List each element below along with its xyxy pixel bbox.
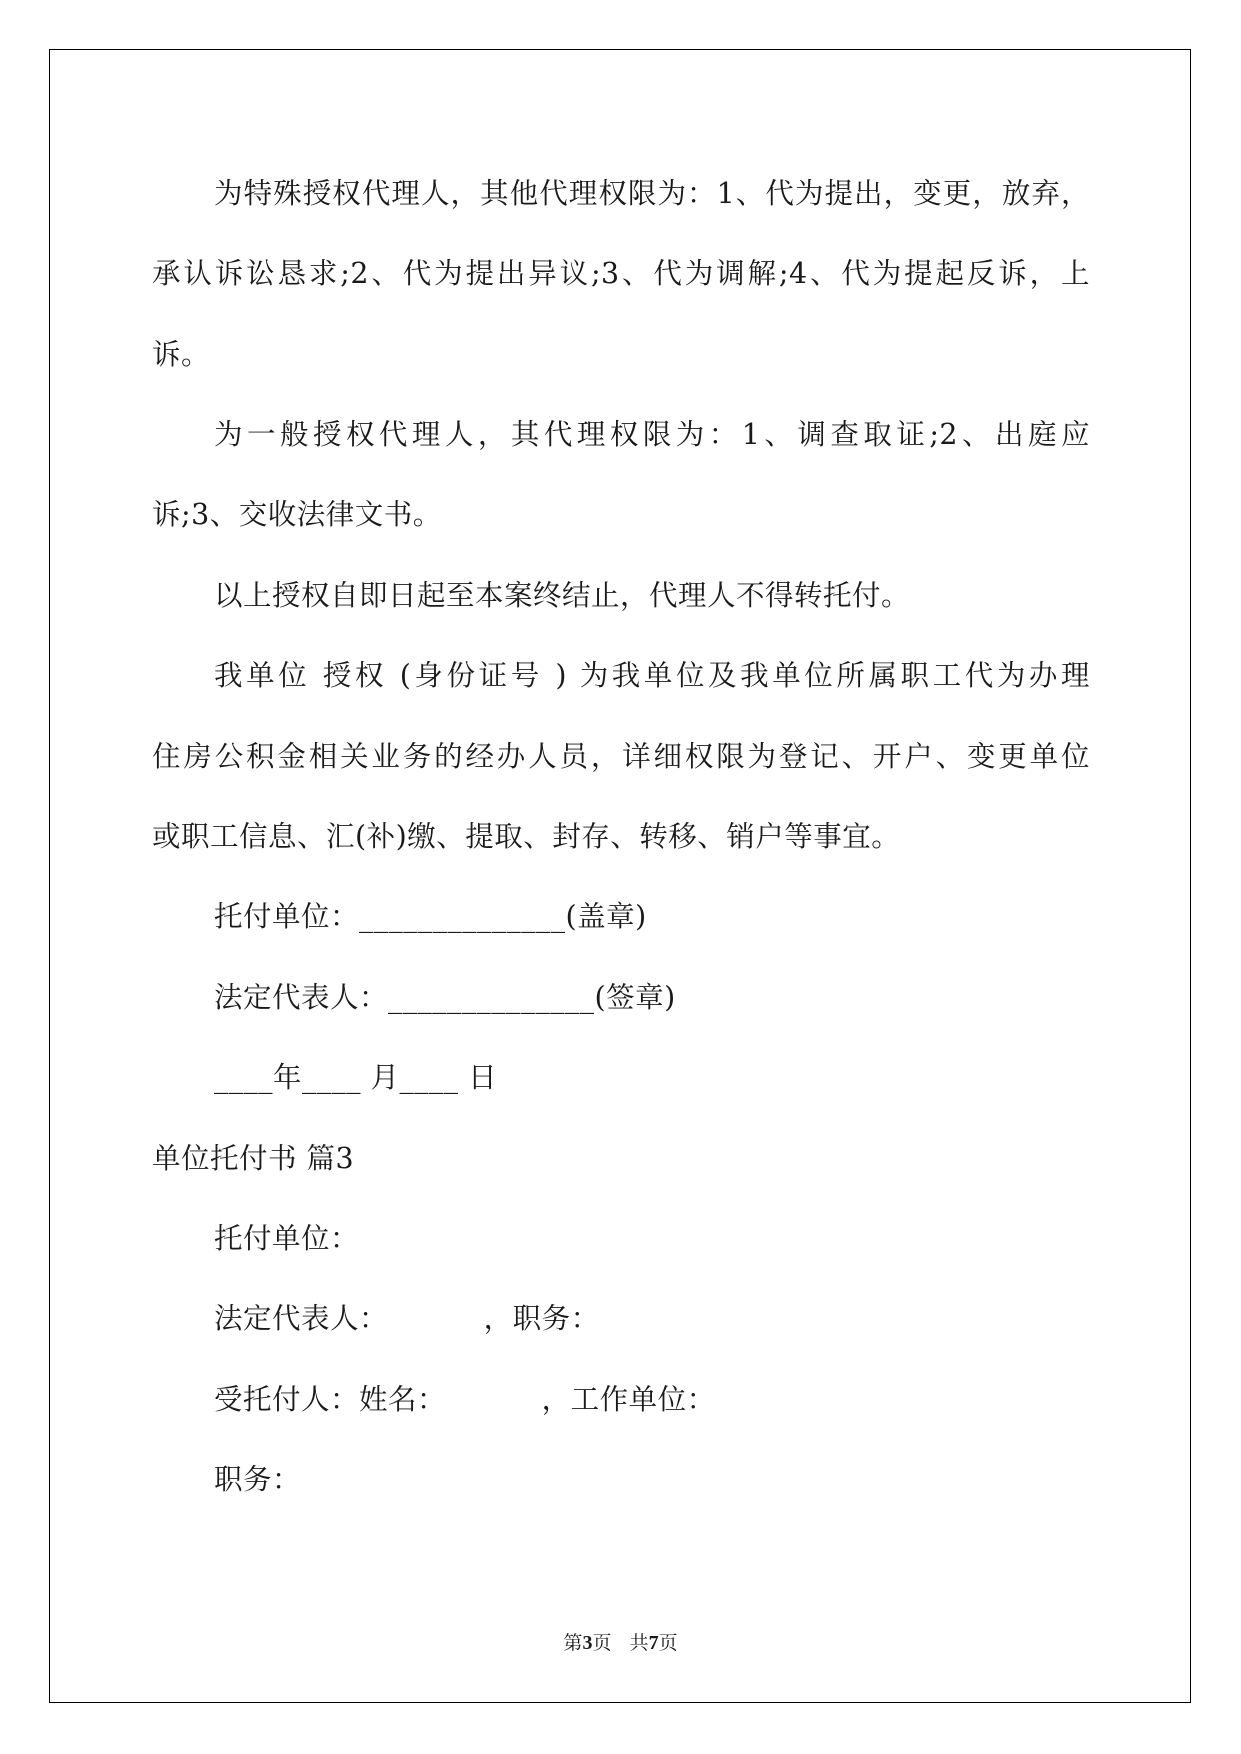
footer-prefix: 第: [563, 1632, 583, 1654]
signature-line-unit: 托付单位：______________(盖章): [214, 900, 647, 933]
text-line: 职务：: [214, 1463, 302, 1496]
text-line: 托付单位：: [214, 1222, 360, 1255]
footer-page-number: 3: [582, 1632, 593, 1654]
text-line: 诉。: [152, 338, 211, 371]
footer-total-pages: 7: [648, 1632, 659, 1654]
section-heading: 单位托付书 篇3: [152, 1142, 355, 1175]
text-line: 以上授权自即日起至本案终结止，代理人不得转托付。: [214, 579, 911, 612]
text-line: 或职工信息、汇(补)缴、提取、封存、转移、销户等事宜。: [152, 820, 901, 853]
footer-suffix: 页: [658, 1632, 678, 1654]
text-line: 承认诉讼恳求;2、代为提出异议;3、代为调解;4、代为提起反诉，上: [152, 257, 1090, 290]
text-line: 法定代表人： ，职务：: [214, 1302, 600, 1335]
page-footer: [0, 1631, 1241, 1655]
text-line: 诉;3、交收法律文书。: [152, 498, 442, 531]
text-line: 为一般授权代理人，其代理权限为：1、调查取证;2、出庭应: [214, 418, 1090, 451]
page-border: [49, 49, 1191, 1703]
signature-line-representative: 法定代表人：______________(签章): [214, 981, 676, 1014]
footer-middle: 页 共: [592, 1632, 649, 1654]
text-line: 受托付人：姓名： ，工作单位：: [214, 1383, 716, 1416]
text-line: 为特殊授权代理人，其他代理权限为：1、代为提出，变更，放弃，: [214, 177, 1090, 210]
text-line: 住房公积金相关业务的经办人员，详细权限为登记、开户、变更单位: [152, 740, 1090, 773]
text-line: 我单位 授权 (身份证号 ) 为我单位及我单位所属职工代为办理: [214, 659, 1090, 692]
date-line: ____年____ 月____ 日: [214, 1061, 498, 1094]
